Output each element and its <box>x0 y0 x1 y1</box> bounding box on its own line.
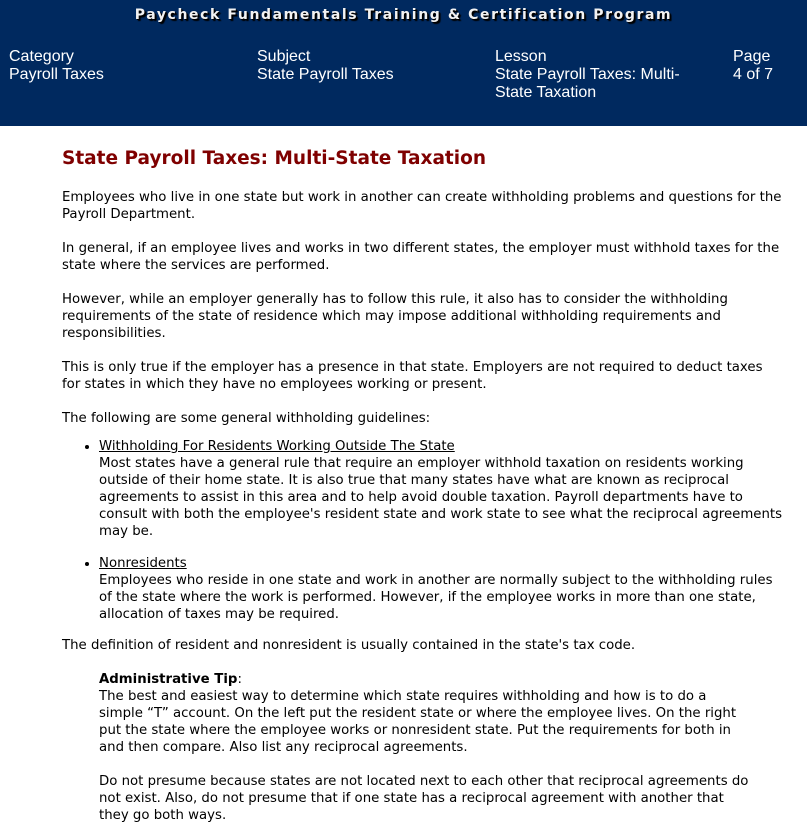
lesson-info <box>495 48 715 102</box>
page-counter: 4 of 7 <box>733 66 774 83</box>
lesson-value: State Payroll Taxes: Multi- State Taxation <box>495 66 680 101</box>
subject-value: State Payroll Taxes <box>257 66 394 83</box>
list-item <box>99 438 784 540</box>
tip-colon: : <box>237 672 242 687</box>
guidelines-intro: The following are some general withholding guidelines: <box>62 411 431 426</box>
page-info <box>733 48 803 84</box>
category-info <box>9 48 239 84</box>
page-title: State Payroll Taxes: Multi-State Taxation <box>62 148 486 169</box>
list-item-body: Most states have a general rule that require an employer withhold taxation on residents working outside of their home state. It is also true that many states have what are known as reciprocal agreements to assist in this area and to help avoid double taxation. Payroll departments have to consult with both the employee's resident state and work state to see what the reciprocal agreements may be. <box>99 456 783 539</box>
tip-warning-paragraph: Do not presume because states are not located next to each other that reciprocal agreements do not exist. Also, do not presume that if one state has a reciprocal agreement with another that they go both ways. <box>99 774 749 823</box>
list-item-heading: • Withholding For Residents Working Outside The State <box>99 439 455 454</box>
header-banner <box>0 0 807 126</box>
tip-heading: Administrative Tip <box>99 672 238 687</box>
subject-label: Subject <box>257 48 311 65</box>
list-item <box>99 555 784 623</box>
program-title: Paycheck Fundamentals Training & Certification Program <box>134 7 673 23</box>
subject-info <box>257 48 487 84</box>
administrative-tip <box>99 671 749 824</box>
category-value: Payroll Taxes <box>9 66 104 83</box>
list-item-heading: • Nonresidents <box>99 556 187 571</box>
lesson-content <box>62 126 784 824</box>
presence-paragraph: This is only true if the employer has a presence in that state. Employers are not required to deduct taxes for states in which they have no employees working or present. <box>62 360 763 392</box>
tip-body: The best and easiest way to determine which state requires withholding and how is to do a simple “T” account. On the left put the resident state or where the employee lives. On the right put the state where the employee works or nonresident state. Put the requirements for both in and then compare. Also list any reciprocal agreements. <box>99 689 737 755</box>
general-rule-paragraph: In general, if an employee lives and works in two different states, the employer must withhold taxes for the state where the services are performed. <box>62 241 780 273</box>
tip-heading-line <box>99 671 749 756</box>
guidelines-list <box>62 438 784 623</box>
definition-paragraph: The definition of resident and nonresident is usually contained in the state's tax code. <box>62 638 636 653</box>
category-label: Category <box>9 48 74 65</box>
page-label: Page <box>733 48 771 65</box>
lesson-label: Lesson <box>495 48 547 65</box>
list-item-body: Employees who reside in one state and work in another are normally subject to the withholding rules of the state where the work is performed. However, if the employee works in more than one state, allocation of taxes may be required. <box>99 573 773 622</box>
residence-paragraph: However, while an employer generally has to follow this rule, it also has to consider the withholding requirements of the state of residence which may impose additional withholding requirements and responsibilities. <box>62 292 728 341</box>
intro-paragraph: Employees who live in one state but work in another can create withholding problems and questions for the Payroll Department. <box>62 190 782 222</box>
